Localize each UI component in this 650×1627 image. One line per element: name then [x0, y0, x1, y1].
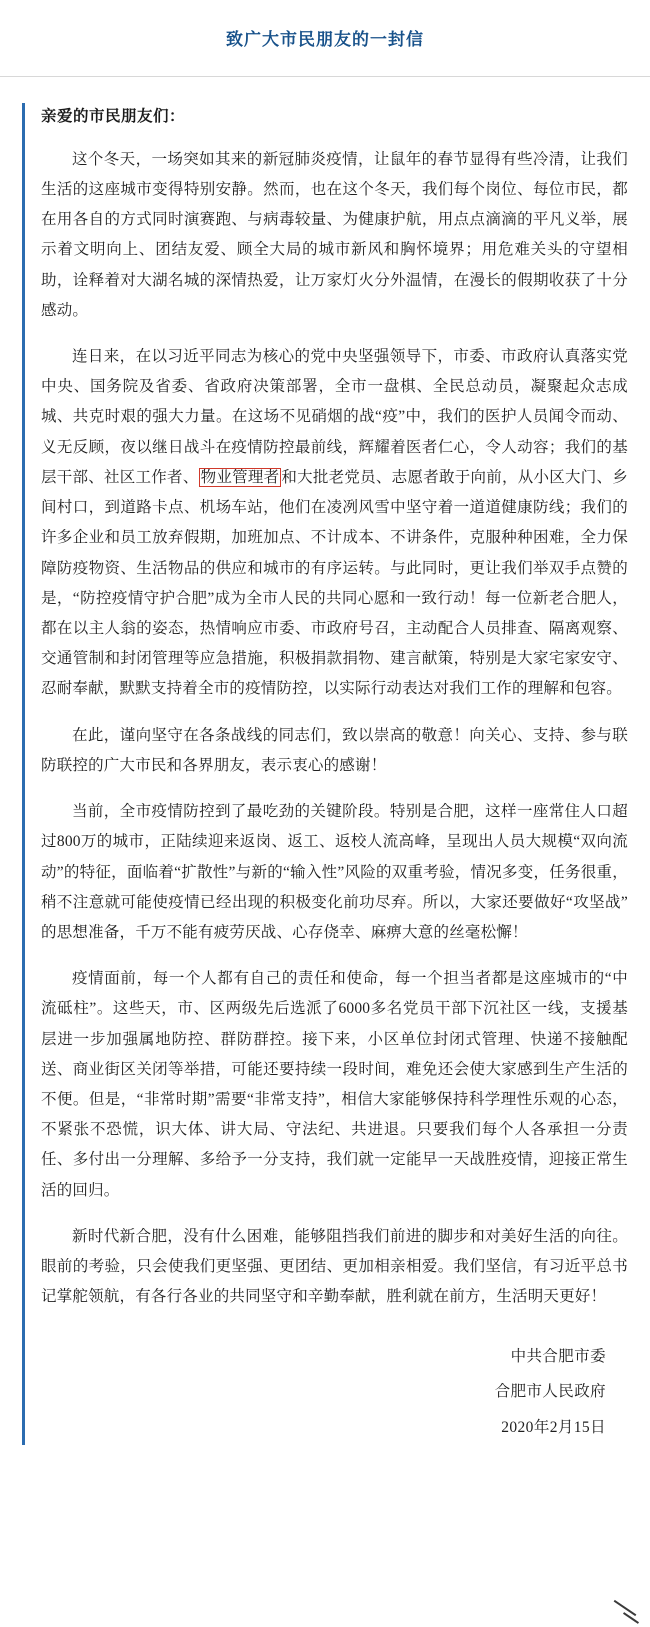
paragraph-4: 当前，全市疫情防控到了最吃劲的关键阶段。特别是合肥，这样一座常住人口超过800万的城市，正陆续迎来返岗、返工、返校人流高峰，呈现出人员大规模“双向流动”的特征，面临着“扩散性”与新的“输入性”风险的双重考验，情况多变，任务很重，稍不注意就可能使疫情已经出现的积极变化前功尽弃。所以，大家还要做好“攻坚战”的思想准备，千万不能有疲劳厌战、心存侥幸、麻痹大意的丝毫松懈！: [41, 803, 628, 941]
signature-date: 2020年2月15日: [501, 1418, 606, 1436]
paragraph-2: [41, 342, 628, 705]
page-title: 致广大市民朋友的一封信: [226, 30, 424, 49]
paragraph-1: 这个冬天，一场突如其来的新冠肺炎疫情，让鼠年的春节显得有些冷清，让我们生活的这座城市变得特别安静。然而，也在这个冬天，我们每个岗位、每位市民，都在用各自的方式同时演赛跑、与病毒较量、为健康护航，用点点滴滴的平凡义举，展示着文明向上、团结友爱、顾全大局的城市新风和胸怀境界；用危难关头的守望相助，诠释着对大湖名城的深情热爱，让万家灯火分外温情，在漫长的假期收获了十分感动。: [41, 150, 628, 319]
letter-body: [22, 103, 628, 1446]
highlighted-term: 物业管理者: [200, 468, 280, 486]
paragraph-6: 新时代新合肥，没有什么困难，能够阻挡我们前进的脚步和对美好生活的向往。眼前的考验，只会使我们更坚强、更团结、更加相亲相爱。我们坚信，有习近平总书记掌舵领航，有各行各业的共同坚守和辛勤奉献，胜利就在前方，生活明天更好！: [41, 1227, 628, 1306]
signature-block: [41, 1339, 628, 1446]
content-wrapper: [0, 77, 650, 1486]
title-bar: [0, 0, 650, 72]
salutation: 亲爱的市民朋友们：: [41, 107, 186, 125]
signature-organization-2: 合肥市人民政府: [494, 1383, 606, 1401]
paragraph-3: 在此，谨向坚守在各条战线的同志们，致以崇高的敬意！向关心、支持、参与联防联控的广大市民和各界朋友，表示衷心的感谢！: [41, 726, 628, 774]
paragraph-5: 疫情面前，每一个人都有自己的责任和使命，每一个担当者都是这座城市的“中流砥柱”。这些天，市、区两级先后选派了6000多名党员干部下沉社区一线，支援基层进一步加强属地防控、群防群控。接下来，小区单位封闭式管理、快递不接触配送、商业街区关闭等举措，可能还要持续一段时间，难免还会使大家感到生产生活的不便。但是，“非常时期”需要“非常支持”，相信大家能够保持科学理性乐观的心态，不紧张不恐慌，识大体、讲大局、守法纪、共进退。只要我们每个人各承担一分责任、多付出一分理解、多给予一分支持，我们就一定能早一天战胜疫情，迎接正常生活的回归。: [41, 970, 628, 1199]
paragraph-2-after: 和大批老党员、志愿者敢于向前，从小区大门、乡间村口，到道路卡点、机场车站，他们在凌冽风雪中坚守着一道道健康防线；我们的许多企业和员工放弃假期，加班加点、不计成本、不讲条件，克服种种困难，全力保障防疫物资、生活物品的供应和城市的有序运转。与此同时，更让我们举双手点赞的是，“防控疫情守护合肥”成为全市人民的共同心愿和一致行动！每一位新老合肥人，都在以主人翁的姿态，热情响应市委、市政府号召，主动配合人员排查、隔离观察、交通管制和封闭管理等应急措施，积极捐款捐物、建言献策，特别是大家宅家安守、忍耐奉献，默默支持着全市的疫情防控，以实际行动表达对我们工作的理解和包容。: [41, 468, 628, 698]
signature-organization-1: 中共合肥市委: [510, 1347, 606, 1365]
paragraph-2-before: 连日来，在以习近平同志为核心的党中央坚强领导下，市委、市政府认真落实党中央、国务院及省委、省政府决策部署，全市一盘棋、全民总动员，凝聚起众志成城、共克时艰的强大力量。在这场不见硝烟的战“疫”中，我们的医护人员闻令而动、义无反顾，夜以继日战斗在疫情防控最前线，辉耀着医者仁心，令人动容；我们的基层干部、社区工作者、: [41, 348, 628, 486]
corner-mark-icon: [610, 1597, 644, 1623]
